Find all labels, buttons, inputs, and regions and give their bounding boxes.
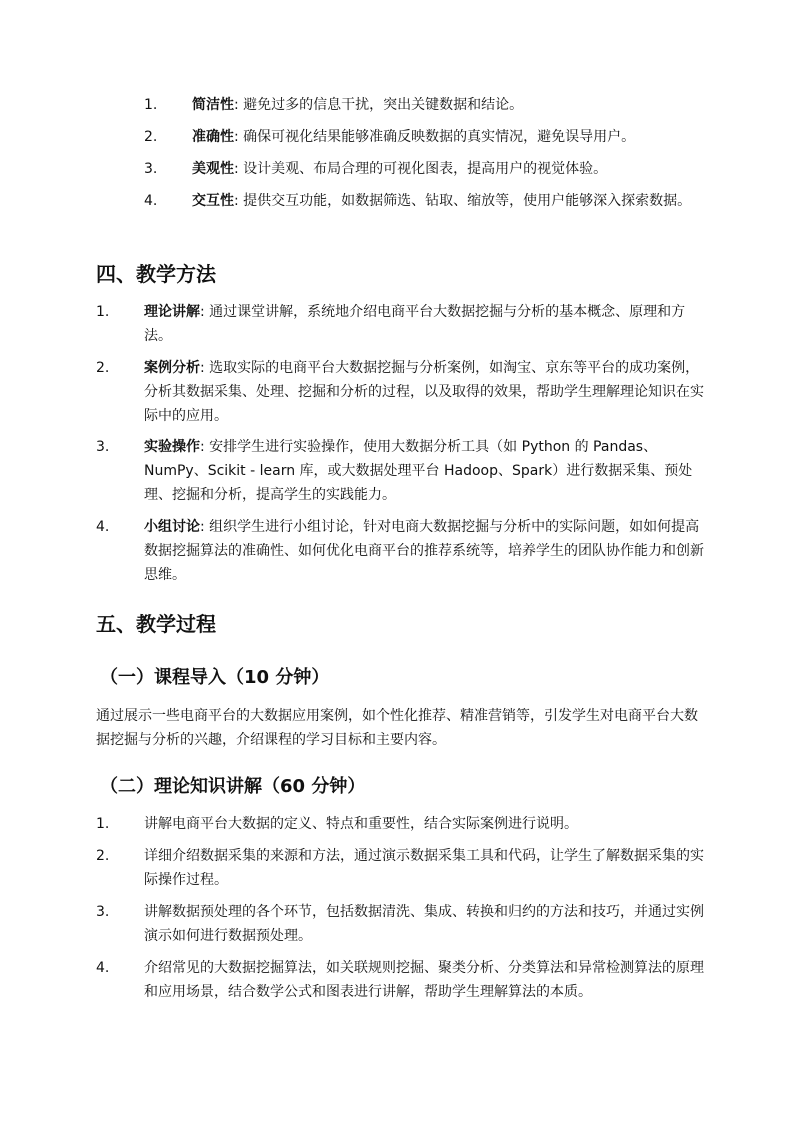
list-text: 介绍常见的大数据挖掘算法，如关联规则挖掘、聚类分析、分类算法和异常检测算法的原理和应用场景，结合数学公式和图表进行讲解，帮助学生理解算法的本质。 [144, 960, 704, 1000]
section-heading: 五、教学过程 [96, 612, 216, 636]
list-term: 美观性 [192, 161, 234, 177]
list-number: 1. [96, 816, 110, 832]
list-term: 理论讲解 [144, 304, 200, 320]
list-text: 避免过多的信息干扰，突出关键数据和结论。 [243, 97, 524, 113]
list-text: 讲解数据预处理的各个环节，包括数据清洗、集成、转换和归约的方法和技巧，并通过实例演示如何进行数据预处理。 [144, 904, 704, 944]
list-item: 3. 美观性: 设计美观、布局合理的可视化图表，提高用户的视觉体验。 [144, 157, 704, 181]
list-number: 1. [144, 97, 158, 113]
section-heading: 四、教学方法 [96, 262, 216, 286]
list-term: 交互性 [192, 193, 234, 209]
list-item: 3. 实验操作: 安排学生进行实验操作，使用大数据分析工具（如 Python 的 Pandas、NumPy、Scikit - learn 库，或大数据处理平台 Hadoop、Spark）进行数据采集、预处理、挖掘和分析，提高学生的实践能力。 [96, 435, 706, 507]
list-text: 确保可视化结果能够准确反映数据的真实情况，避免误导用户。 [243, 129, 636, 145]
list-number: 2. [144, 129, 158, 145]
list-text: 提供交互功能，如数据筛选、钻取、缩放等，使用户能够深入探索数据。 [243, 193, 692, 209]
list-term: 准确性 [192, 129, 234, 145]
list-number: 3. [96, 904, 110, 920]
list-text: 选取实际的电商平台大数据挖掘与分析案例，如淘宝、京东等平台的成功案例，分析其数据采集、处理、挖掘和分析的过程，以及取得的效果，帮助学生理解理论知识在实际中的应用。 [144, 360, 704, 424]
list-text: 通过课堂讲解，系统地介绍电商平台大数据挖掘与分析的基本概念、原理和方法。 [144, 304, 686, 344]
subsection-heading: （二）理论知识讲解（60 分钟） [100, 776, 366, 797]
list-term: 小组讨论 [144, 519, 200, 535]
list-item: 2. 准确性: 确保可视化结果能够准确反映数据的真实情况，避免误导用户。 [144, 125, 704, 149]
list-text: 讲解电商平台大数据的定义、特点和重要性，结合实际案例进行说明。 [144, 816, 578, 832]
list-number: 3. [96, 439, 110, 455]
list-number: 2. [96, 848, 110, 864]
list-item [96, 956, 706, 1004]
list-number: 3. [144, 161, 158, 177]
list-text: 安排学生进行实验操作，使用大数据分析工具（如 Python 的 Pandas、NumPy、Scikit - learn 库，或大数据处理平台 Hadoop、Spark）进行数据采集、预处理、挖掘和分析，提高学生的实践能力。 [144, 439, 693, 503]
list-item [96, 844, 706, 892]
subsection-heading: （一）课程导入（10 分钟） [100, 667, 330, 688]
list-number: 4. [144, 193, 158, 209]
list-number: 4. [96, 519, 110, 535]
list-item: 1. 简洁性: 避免过多的信息干扰，突出关键数据和结论。 [144, 93, 704, 117]
list-term: 实验操作 [144, 439, 200, 455]
list-term: 案例分析 [144, 360, 200, 376]
list-item [96, 812, 706, 836]
list-number: 4. [96, 960, 110, 976]
list-item: 1. 理论讲解: 通过课堂讲解，系统地介绍电商平台大数据挖掘与分析的基本概念、原理和方法。 [96, 300, 706, 348]
list-text: 详细介绍数据采集的来源和方法，通过演示数据采集工具和代码，让学生了解数据采集的实际操作过程。 [144, 848, 704, 888]
list-item [96, 900, 706, 948]
list-term: 简洁性 [192, 97, 234, 113]
paragraph: 通过展示一些电商平台的大数据应用案例，如个性化推荐、精准营销等，引发学生对电商平台大数据挖掘与分析的兴趣，介绍课程的学习目标和主要内容。 [96, 708, 698, 748]
list-text: 组织学生进行小组讨论，针对电商大数据挖掘与分析中的实际问题，如如何提高数据挖掘算法的准确性、如何优化电商平台的推荐系统等，培养学生的团队协作能力和创新思维。 [144, 519, 704, 583]
list-number: 2. [96, 360, 110, 376]
list-item: 2. 案例分析: 选取实际的电商平台大数据挖掘与分析案例，如淘宝、京东等平台的成功案例，分析其数据采集、处理、挖掘和分析的过程，以及取得的效果，帮助学生理解理论知识在实际中的应用。 [96, 356, 706, 428]
list-item: 4. 小组讨论: 组织学生进行小组讨论，针对电商大数据挖掘与分析中的实际问题，如如何提高数据挖掘算法的准确性、如何优化电商平台的推荐系统等，培养学生的团队协作能力和创新思维。 [96, 515, 706, 587]
list-item: 4. 交互性: 提供交互功能，如数据筛选、钻取、缩放等，使用户能够深入探索数据。 [144, 189, 704, 237]
list-number: 1. [96, 304, 110, 320]
list-text: 设计美观、布局合理的可视化图表，提高用户的视觉体验。 [243, 161, 608, 177]
